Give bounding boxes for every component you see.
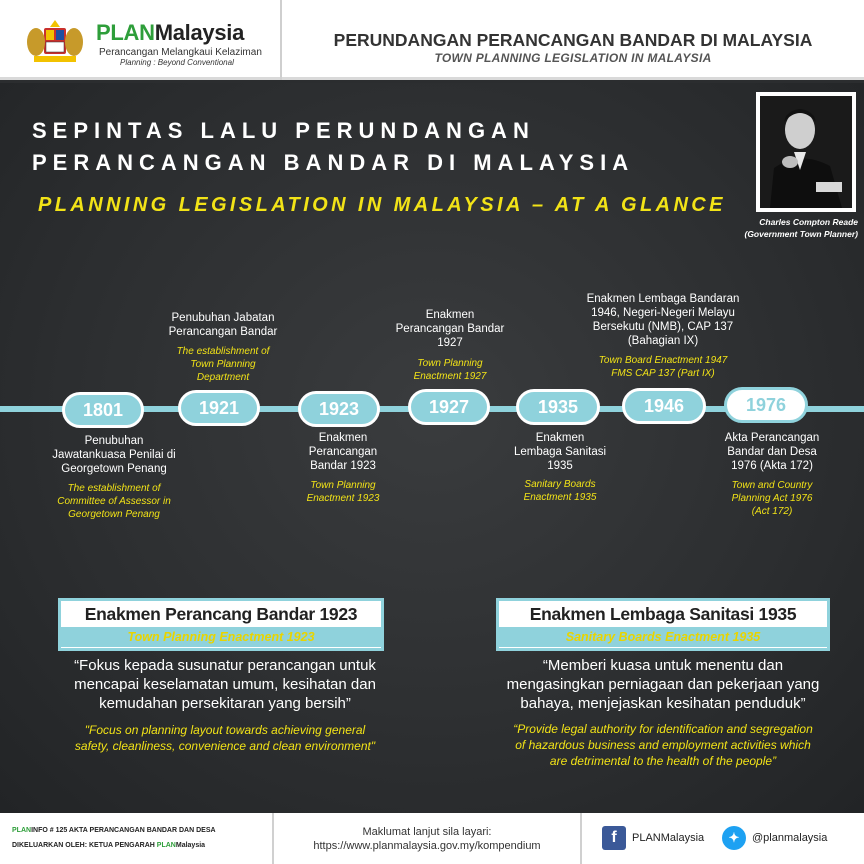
portrait	[756, 92, 856, 212]
event-1923-ms-line: Bandar 1923	[310, 460, 376, 472]
event-1927-ms-line: 1927	[437, 337, 463, 349]
event-1976-ms	[700, 431, 844, 473]
event-1976-en-line: Planning Act 1976	[731, 493, 813, 504]
event-1801-ms-line: Jawatankuasa Penilai di	[52, 449, 176, 461]
event-1923-en-line: Enactment 1923	[306, 493, 380, 504]
crest-icon	[24, 18, 86, 64]
event-1946-ms-line: (Bahagian IX)	[627, 335, 699, 347]
event-1976-ms-line: 1976 (Akta 172)	[731, 460, 813, 472]
footer-planinfo	[12, 827, 216, 834]
brand	[96, 20, 262, 67]
event-1921-ms-line: Perancangan Bandar	[168, 326, 278, 338]
event-1935-en-line: Enactment 1935	[523, 492, 597, 503]
year-pill-1801: 1801	[62, 392, 144, 428]
event-1923-ms	[272, 431, 414, 473]
header-divider	[280, 0, 282, 80]
facebook-link[interactable]	[602, 826, 704, 850]
event-1921-en-line: Town Planning	[190, 359, 256, 370]
event-1801-ms-line: Penubuhan	[84, 435, 144, 447]
portrait-caption	[740, 216, 858, 240]
event-1935-ms-line: Lembaga Sanitasi	[513, 446, 607, 458]
event-1921-ms	[142, 311, 304, 339]
event-1927-en-line: Enactment 1927	[413, 371, 487, 382]
more-info-label: Maklumat lanjut sila layari:	[362, 826, 492, 838]
event-1801-en-line: The establishment of	[67, 483, 161, 494]
event-1976-ms-line: Akta Perancangan	[724, 432, 820, 444]
event-1801-ms	[24, 434, 204, 476]
footer-divider	[580, 813, 582, 864]
quote-en-line: safety, cleanliness, convenience and clean environment"	[74, 739, 376, 753]
issued-brand-suffix: Malaysia	[175, 842, 206, 849]
footer	[0, 813, 864, 864]
event-1801-en	[24, 482, 204, 521]
box-left-title: Enakmen Perancang Bandar 1923	[84, 604, 358, 624]
portrait-caption-role: (Government Town Planner)	[744, 229, 858, 239]
event-1946-en	[564, 354, 762, 380]
portrait-image	[760, 96, 852, 208]
event-1976-en-line: Town and Country	[731, 480, 813, 491]
brand-sub: Perancangan Melangkaui Kelaziman	[99, 47, 262, 58]
event-1946-en-line: Town Board Enactment 1947	[598, 355, 728, 366]
box-left-quote-en	[30, 722, 420, 754]
facebook-icon: f	[602, 826, 626, 850]
brand-suffix: Malaysia	[154, 20, 245, 45]
quote-line: bahaya, menjejaskan kesihatan penduduk”	[520, 695, 806, 712]
header	[0, 0, 864, 80]
event-1923-en	[272, 479, 414, 505]
box-right-subtitle: Sanitary Boards Enactment 1935	[499, 627, 827, 647]
event-1976-en-line: (Act 172)	[751, 506, 793, 517]
quote-line: mencapai keselamatan umum, kesihatan dan	[74, 676, 376, 693]
event-1927-en-line: Town Planning	[417, 358, 483, 369]
event-1935-en-line: Sanitary Boards	[524, 479, 596, 490]
issued-by-text: DIKELUARKAN OLEH: KETUA PENGARAH	[12, 842, 157, 849]
box-right-title: Enakmen Lembaga Sanitasi 1935	[529, 604, 797, 624]
planinfo-text: INFO # 125 AKTA PERANCANGAN BANDAR DAN DESA	[31, 827, 216, 834]
brand-name	[96, 20, 262, 46]
event-1976-en	[700, 479, 844, 518]
hero-title-line1: SEPINTAS LALU PERUNDANGAN	[32, 118, 535, 143]
box-right-heading	[496, 598, 830, 651]
year-pill-1927: 1927	[408, 389, 490, 425]
event-1946-ms	[564, 292, 762, 348]
year-pill-1921: 1921	[178, 390, 260, 426]
box-left-heading	[58, 598, 384, 651]
event-1923-ms-line: Enakmen	[318, 432, 368, 444]
year-pill-1976: 1976	[724, 387, 808, 423]
quote-en-line: "Focus on planning layout towards achieving general	[84, 723, 366, 737]
header-title: PERUNDANGAN PERANCANGAN BANDAR DI MALAYSIA	[333, 30, 813, 50]
quote-en-line: of hazardous business and employment activities which	[515, 738, 811, 752]
event-1801-ms-line: Georgetown Penang	[61, 463, 167, 475]
footer-divider	[272, 813, 274, 864]
twitter-icon: ✦	[722, 826, 746, 850]
footer-issued-by	[12, 842, 205, 849]
event-1921-ms-line: Penubuhan Jabatan	[171, 312, 275, 324]
event-1946-ms-line: Bersekutu (NMB), CAP 137	[592, 321, 734, 333]
event-1923-en-line: Town Planning	[310, 480, 376, 491]
event-1935-ms-line: Enakmen	[535, 432, 585, 444]
hero-title-en: PLANNING LEGISLATION IN MALAYSIA – AT A GLANCE	[38, 194, 726, 216]
box-left-subtitle: Town Planning Enactment 1923	[61, 627, 381, 647]
footer-more-info	[276, 825, 578, 853]
box-right-quote-en	[470, 721, 856, 769]
website-link[interactable]: https://www.planmalaysia.gov.my/kompendium	[313, 840, 541, 852]
event-1935-ms	[484, 431, 636, 473]
box-left-quote	[30, 656, 420, 713]
quote-line: mengasingkan perniagaan dan pekerjaan yang	[506, 676, 820, 693]
quote-en-line: “Provide legal authority for identification and segregation	[513, 722, 813, 736]
quote-en-line: are detrimental to the health of the people”	[549, 754, 777, 768]
event-1801-en-line: Georgetown Penang	[68, 509, 160, 520]
event-1921-en-line: Department	[196, 372, 250, 383]
planinfo-prefix: PLAN	[12, 827, 32, 834]
event-1935-en	[484, 478, 636, 504]
event-1923-ms-line: Perancangan	[308, 446, 378, 458]
facebook-handle: PLANMalaysia	[632, 832, 705, 844]
year-pill-1923: 1923	[298, 391, 380, 427]
quote-line: “Memberi kuasa untuk menentu dan	[542, 657, 784, 674]
event-1935-ms-line: 1935	[547, 460, 573, 472]
event-1801-en-line: Committee of Assessor in	[57, 496, 171, 507]
event-1946-en-line: FMS CAP 137 (Part IX)	[611, 368, 715, 379]
twitter-link[interactable]	[722, 826, 827, 850]
hero-title-line2: PERANCANGAN BANDAR DI MALAYSIA	[32, 150, 635, 175]
brand-prefix: PLAN	[96, 20, 155, 45]
event-1927-ms-line: Perancangan Bandar	[395, 323, 505, 335]
event-1927-ms	[374, 308, 526, 350]
issued-brand-prefix: PLAN	[156, 842, 176, 849]
portrait-caption-name: Charles Compton Reade	[759, 217, 858, 227]
event-1927-en	[374, 357, 526, 383]
twitter-handle: @planmalaysia	[752, 832, 828, 844]
brand-tagline: Planning : Beyond Conventional	[120, 58, 234, 67]
box-right-quote	[470, 656, 856, 713]
quote-line: “Fokus kepada susunatur perancangan untuk	[74, 657, 376, 674]
quote-line: kemudahan persekitaran yang bersih”	[99, 695, 351, 712]
event-1946-ms-line: Enakmen Lembaga Bandaran	[586, 293, 740, 305]
event-1946-ms-line: 1946, Negeri-Negeri Melayu	[591, 307, 735, 319]
event-1921-en	[142, 345, 304, 384]
year-pill-1935: 1935	[516, 389, 600, 425]
event-1921-en-line: The establishment of	[176, 346, 270, 357]
event-1976-ms-line: Bandar dan Desa	[727, 446, 817, 458]
year-pill-1946: 1946	[622, 388, 706, 424]
event-1927-ms-line: Enakmen	[425, 309, 475, 321]
header-subtitle: TOWN PLANNING LEGISLATION IN MALAYSIA	[434, 51, 712, 65]
